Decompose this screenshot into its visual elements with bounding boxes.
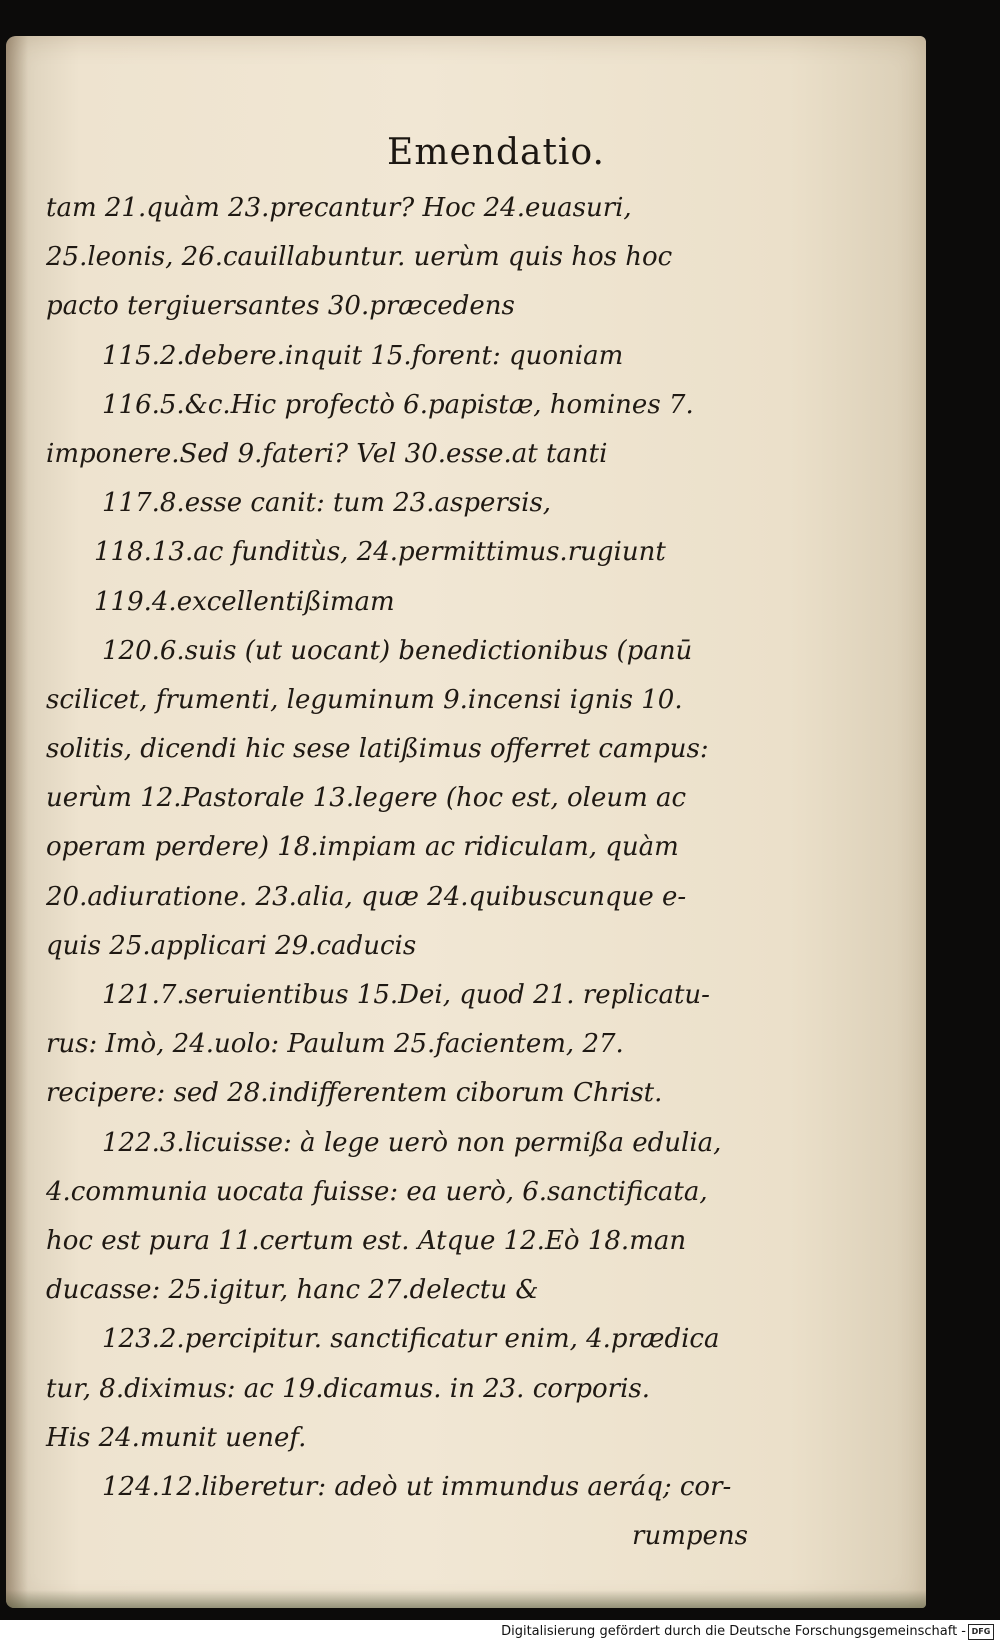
text-line-15: 20.adiuratione. 23.alia, quæ 24.quibuscunque e- (46, 881, 687, 912)
text-line-26: His 24.munit uenef. (46, 1422, 307, 1453)
text-line-12: solitis, dicendi hic sese latißimus offerret campus: (46, 734, 709, 765)
text-line-25: tur, 8.diximus: ac 19.dicamus. in 23. corporis. (46, 1373, 651, 1404)
text-line-13: uerùm 12.Pastorale 13.legere (hoc est, oleum ac (46, 783, 687, 814)
text-line-18: rus: Imò, 24.uolo: Paulum 25.facientem, 27. (46, 1029, 624, 1060)
text-line-9: 119.4.excellentißimam (94, 586, 395, 617)
text-line-27: 124.12.liberetur: adeò ut immundus aeráq; cor- (102, 1471, 732, 1502)
page-bottom-edge (6, 1590, 926, 1608)
text-line-10: 120.6.suis (ut uocant) benedictionibus (panū (102, 635, 693, 666)
text-line-3: pacto tergiuersantes 30.præcedens (46, 291, 515, 322)
text-line-7: 117.8.esse canit: tum 23.aspersis, (102, 488, 552, 519)
errata-text (46, 184, 756, 1561)
text-line-20: 122.3.licuisse: à lege uerò non permißa edulia, (102, 1127, 722, 1158)
text-line-23: ducasse: 25.igitur, hanc 27.delectu & (46, 1275, 539, 1306)
text-line-24: 123.2.percipitur. sanctificatur enim, 4.prædica (102, 1324, 720, 1355)
text-line-4: 115.2.debere.inquit 15.forent: quoniam (102, 340, 624, 371)
page-header: Emendatio. (387, 132, 605, 173)
text-line-8: 118.13.ac funditùs, 24.permittimus.rugiunt (94, 537, 666, 568)
text-line-22: hoc est pura 11.certum est. Atque 12.Eò 18.man (46, 1225, 687, 1256)
digitization-footer (0, 1620, 1000, 1646)
text-line-2: 25.leonis, 26.cauillabuntur. uerùm quis hos hoc (46, 242, 673, 273)
text-line-14: operam perdere) 18.impiam ac ridiculam, quàm (46, 832, 679, 863)
text-line-21: 4.communia uocata fuisse: ea uerò, 6.sanctificata, (46, 1176, 708, 1207)
text-line-6: imponere.Sed 9.fateri? Vel 30.esse.at tanti (46, 438, 608, 469)
funding-credit: Digitalisierung gefördert durch die Deutsche Forschungsgemeinschaft - (501, 1624, 966, 1639)
text-line-5: 116.5.&c.Hic profectò 6.papistæ, homines 7. (102, 389, 694, 420)
text-line-17: 121.7.seruientibus 15.Dei, quod 21. replicatu- (102, 980, 710, 1010)
book-page (6, 36, 926, 1608)
text-line-11: scilicet, frumenti, leguminum 9.incensi ignis 10. (46, 684, 683, 715)
catchword: rumpens (632, 1521, 748, 1552)
text-line-19: recipere: sed 28.indifferentem ciborum Christ. (46, 1078, 663, 1109)
text-line-16: quis 25.applicari 29.caducis (46, 930, 417, 961)
dfg-logo: DFG (968, 1624, 994, 1640)
text-line-1: tam 21.quàm 23.precantur? Hoc 24.euasuri, (46, 193, 632, 223)
